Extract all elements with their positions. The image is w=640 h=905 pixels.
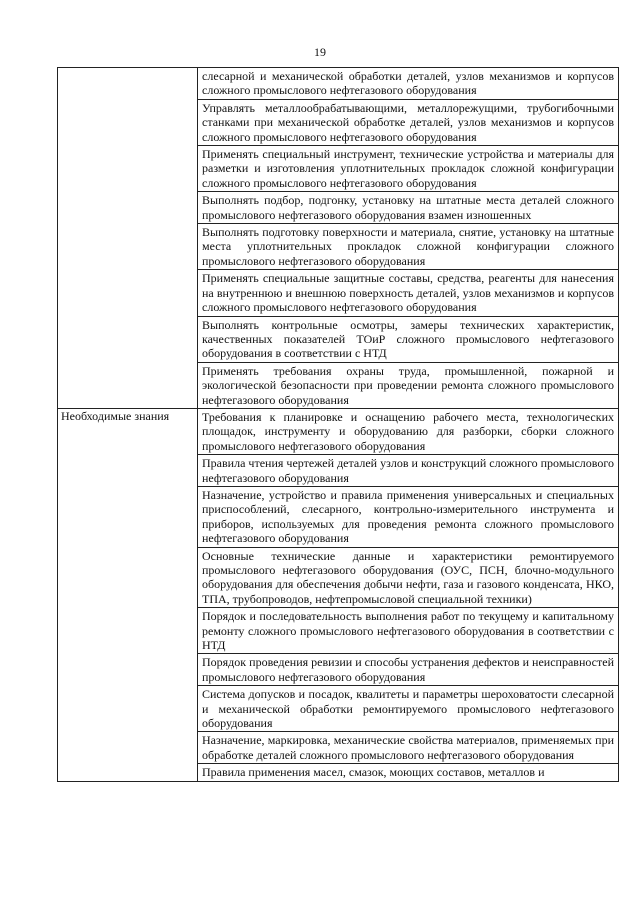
knowledge-cell: Назначение, маркировка, механические свойства материалов, применяемых при обработке деталей сложного промыслового нефтегазового оборудования [198,732,619,764]
knowledge-cell: Требования к планировке и оснащению рабочего места, технологических площадок, инструменту и оборудованию для разборки, сборки сложного промыслового нефтегазового оборудования [198,408,619,454]
knowledge-cell: Правила применения масел, смазок, моющих составов, металлов и [198,764,619,781]
knowledge-label: Необходимые знания [58,408,198,781]
competency-table [57,67,619,782]
knowledge-cell: Основные технические данные и характеристики ремонтируемого промыслового нефтегазового оборудования (ОУС, ПСН, блочно-модульного оборудования для обеспечения добычи нефти, газа и газового конденсата, НКО, ТПА, трубопроводов, нефтепромысловой специальной техники) [198,547,619,608]
table-row [58,408,619,454]
knowledge-cell: Назначение, устройство и правила применения универсальных и специальных приспособлений, слесарного, контрольно-измерительного инструмента и приборов, используемых для проведения ремонта сложного промыслового нефтегазового оборудования [198,486,619,547]
table-row [58,68,619,100]
skill-cell: Применять специальный инструмент, технические устройства и материалы для разметки и изготовления уплотнительных прокладок сложной конфигурации сложного промыслового нефтегазового оборудования [198,146,619,192]
knowledge-cell: Система допусков и посадок, квалитеты и параметры шероховатости слесарной и механической обработки ремонтируемого промыслового нефтегазового оборудования [198,686,619,732]
skill-cell: Применять специальные защитные составы, средства, реагенты для нанесения на внутреннюю и внешнюю поверхность деталей, узлов механизмов и корпусов сложного промыслового нефтегазового оборудования [198,270,619,316]
skill-cell: Выполнять подбор, подгонку, установку на штатные места деталей сложного промыслового нефтегазового оборудования взамен изношенных [198,192,619,224]
skills-label-cell [58,68,198,409]
skill-cell: слесарной и механической обработки деталей, узлов механизмов и корпусов сложного промыслового нефтегазового оборудования [198,68,619,100]
skill-cell: Управлять металлообрабатывающими, металлорежущими, трубогибочными станками при механической обработке деталей, узлов механизмов и корпусов сложного промыслового нефтегазового оборудования [198,99,619,145]
skill-cell: Применять требования охраны труда, промышленной, пожарной и экологической безопасности при проведении ремонта сложного промыслового нефтегазового оборудования [198,362,619,408]
page-number: 19 [314,45,326,59]
skill-cell: Выполнять подготовку поверхности и материала, снятие, установку на штатные места уплотнительных прокладок сложной конфигурации сложного промыслового нефтегазового оборудования [198,224,619,270]
skill-cell: Выполнять контрольные осмотры, замеры технических характеристик, качественных показателей ТОиР сложного промыслового нефтегазового оборудования в соответствии с НТД [198,316,619,362]
knowledge-cell: Порядок и последовательность выполнения работ по текущему и капитальному ремонту сложного промыслового нефтегазового оборудования в соответствии с НТД [198,608,619,654]
knowledge-cell: Правила чтения чертежей деталей узлов и конструкций сложного промыслового нефтегазового оборудования [198,455,619,487]
knowledge-cell: Порядок проведения ревизии и способы устранения дефектов и неисправностей промыслового нефтегазового оборудования [198,654,619,686]
